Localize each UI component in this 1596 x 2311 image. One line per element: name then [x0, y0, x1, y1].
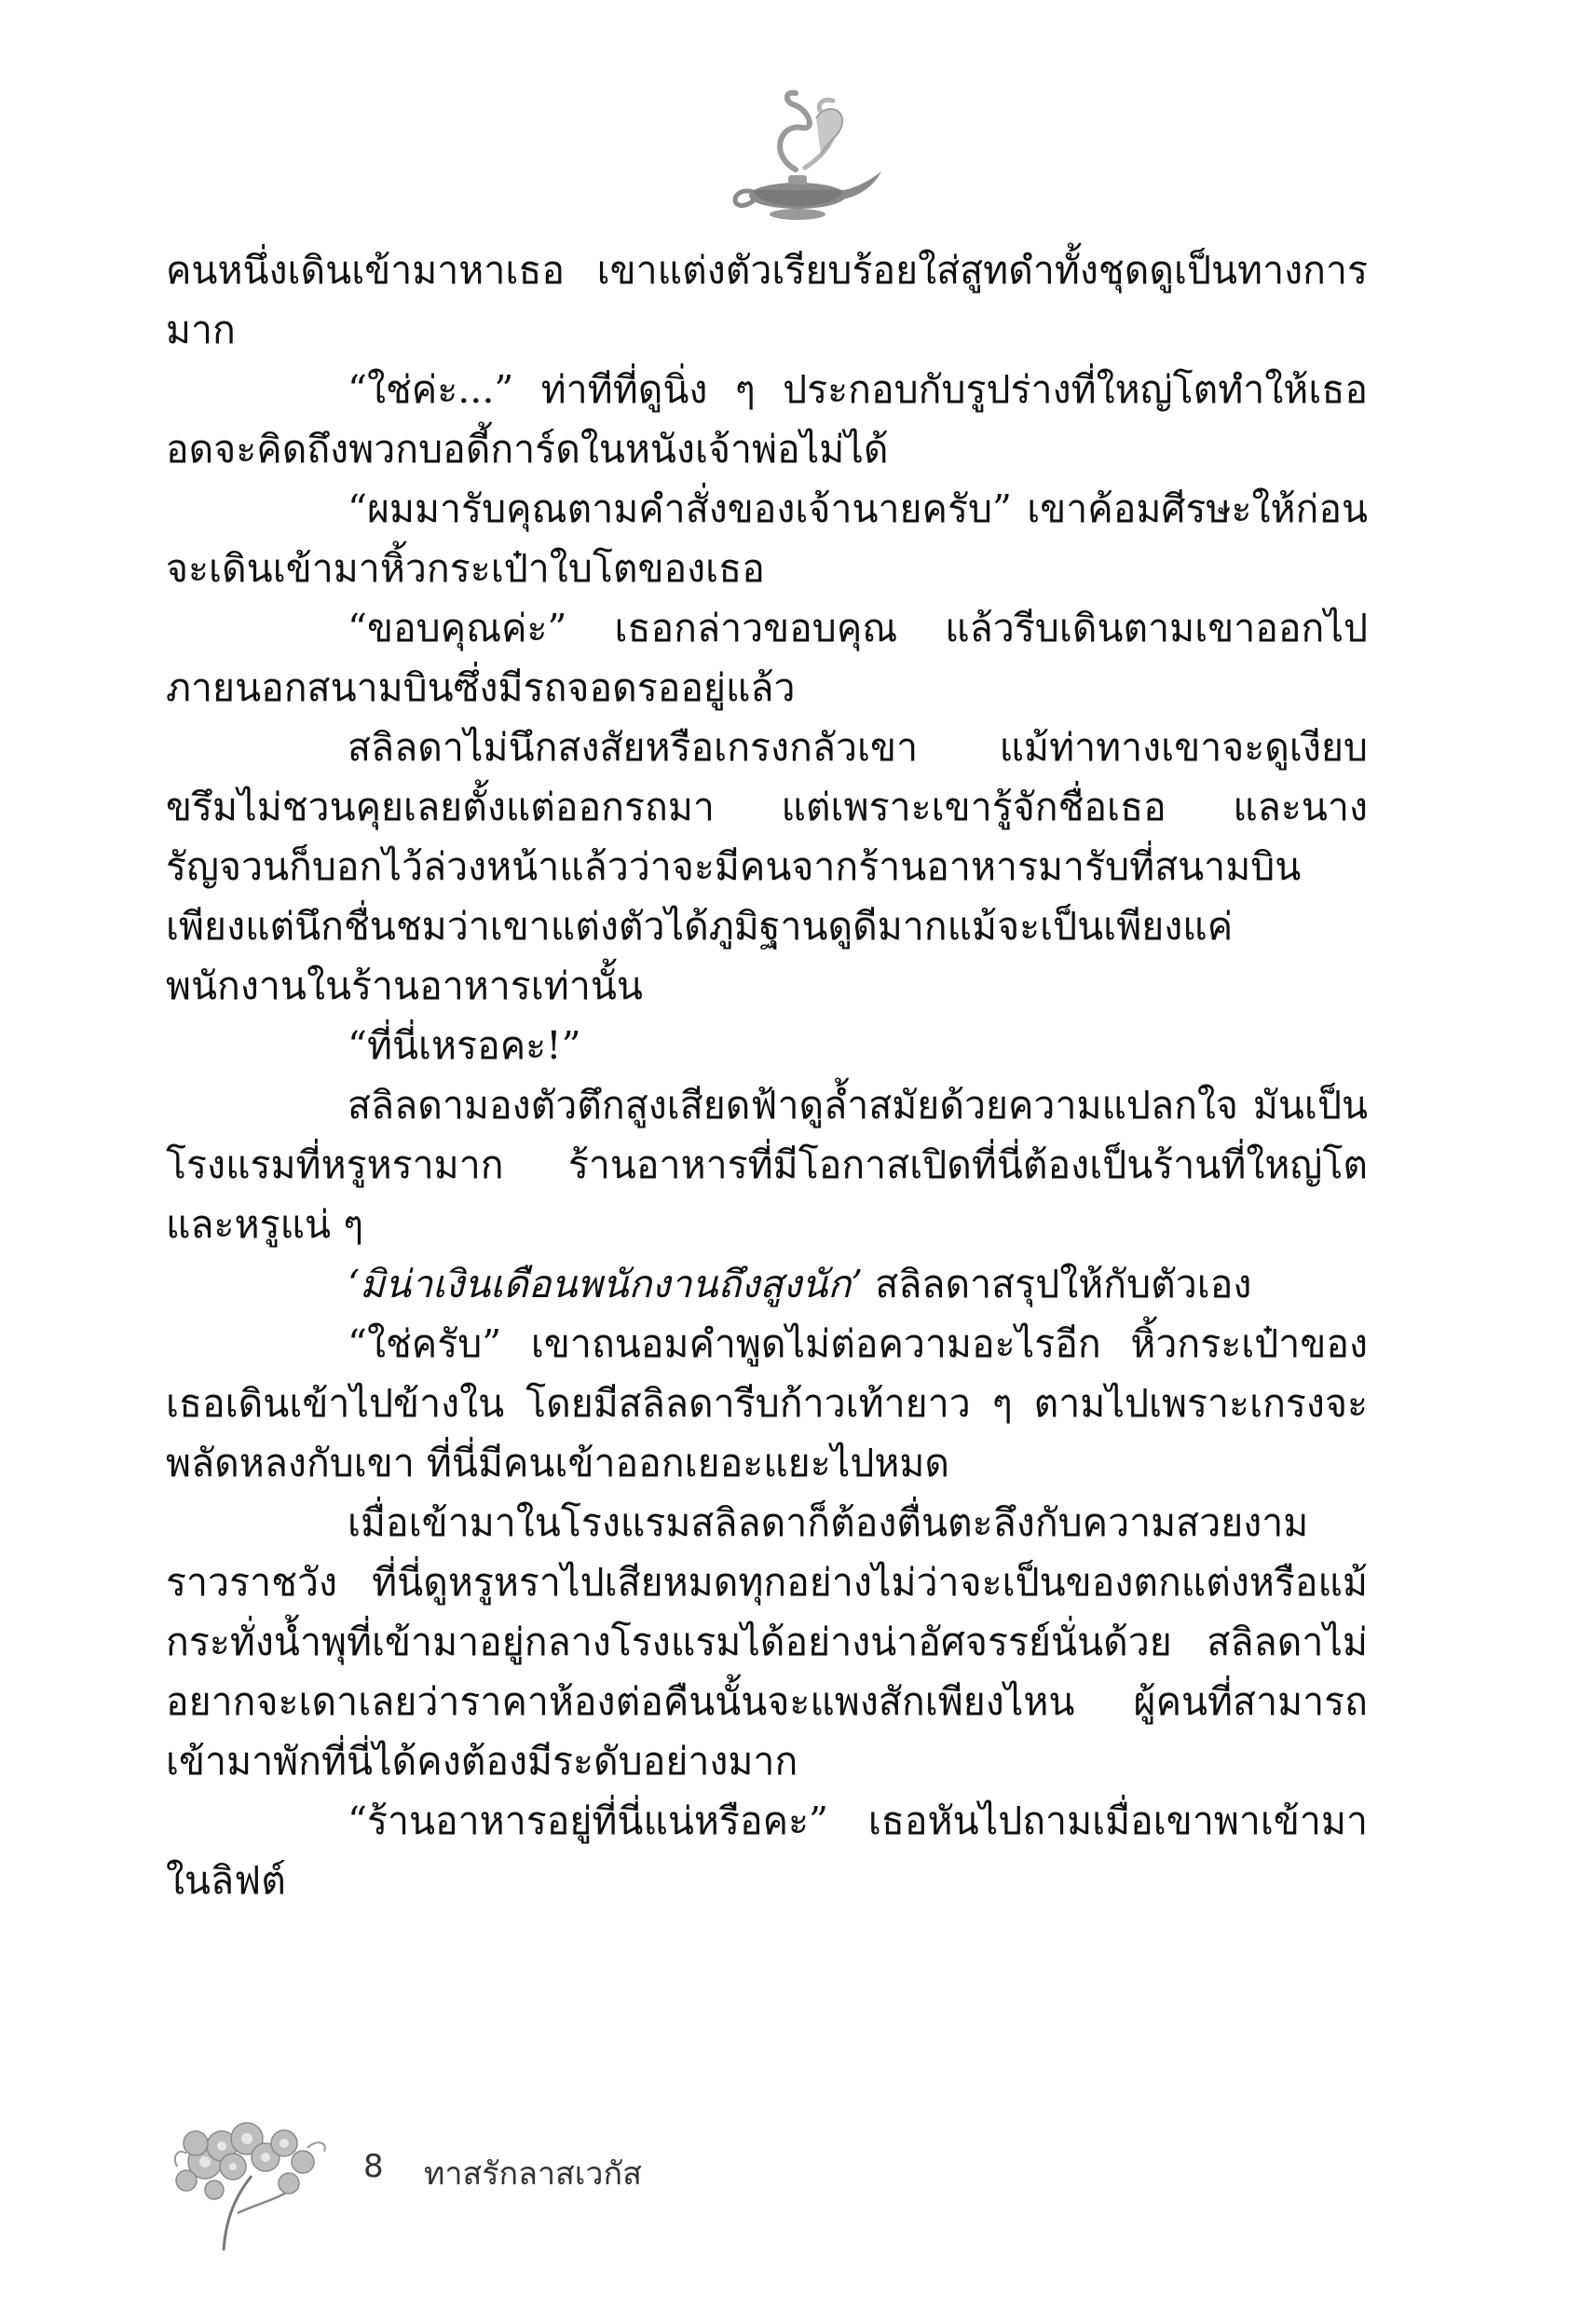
- body-text: [166, 240, 1368, 1910]
- paragraph: “ขอบคุณค่ะ” เธอกล่าวขอบคุณ แล้วรีบเดินตามเขาออกไปภายนอกสนามบินซึ่งมีรถจอดรออยู่แล้ว: [166, 606, 1368, 710]
- flower-ornament: [168, 2111, 335, 2260]
- book-title: ทาสรักลาสเวกัส: [424, 2155, 642, 2193]
- magic-lamp-ornament: [704, 86, 891, 235]
- paragraph: “ร้านอาหารอยู่ที่นี่แน่หรือคะ” เธอหันไปถามเมื่อเขาพาเข้ามาในลิฟต์: [166, 1798, 1368, 1903]
- paragraph: คนหนึ่งเดินเข้ามาหาเธอ เขาแต่งตัวเรียบร้อยใส่สูทดำทั้งชุดดูเป็นทางการมาก: [166, 248, 1368, 352]
- inner-thought: ‘มิน่าเงินเดือนพนักงานถึงสูงนัก’: [348, 1262, 864, 1306]
- paragraph: “ใช่ครับ” เขาถนอมคำพูดไม่ต่อความอะไรอีก หิ้วกระเป๋าของเธอเดินเข้าไปข้างใน โดยมีสลิลดารีบก้าวเท้ายาว ๆ ตามไปเพราะเกรงจะพลัดหลงกับเขา ที่นี่มีคนเข้าออกเยอะแยะไปหมด: [166, 1321, 1368, 1485]
- paragraph: “ที่นี่เหรอคะ!”: [348, 1023, 581, 1068]
- paragraph: เมื่อเข้ามาในโรงแรมสลิลดาก็ต้องตื่นตะลึงกับความสวยงามราวราชวัง ที่นี่ดูหรูหราไปเสียหมดทุกอย่างไม่ว่าจะเป็นของตกแต่งหรือแม้กระทั่งน้ำพุที่เข้ามาอยู่กลางโรงแรมได้อย่างน่าอัศจรรย์นั่นด้วย สลิลดาไม่อยากจะเดาเลยว่าราคาห้องต่อคืนนั้นจะแพงสักเพียงไหน ผู้คนที่สามารถเข้ามาพักที่นี่ได้คงต้องมีระดับอย่างมาก: [166, 1500, 1368, 1784]
- paragraph: สลิลดามองตัวตึกสูงเสียดฟ้าดูล้ำสมัยด้วยความแปลกใจ มันเป็นโรงแรมที่หรูหรามาก ร้านอาหารที่มีโอกาสเปิดที่นี่ต้องเป็นร้านที่ใหญ่โตและหรูแน่ ๆ: [166, 1083, 1368, 1247]
- paragraph: “ผมมารับคุณตามคำสั่งของเจ้านายครับ” เขาค้อมศีรษะให้ก่อนจะเดินเข้ามาหิ้วกระเป๋าใบโตของเธอ: [166, 486, 1368, 591]
- paragraph: สลิลดาไม่นึกสงสัยหรือเกรงกลัวเขา แม้ท่าทางเขาจะดูเงียบขรึมไม่ชวนคุยเลยตั้งแต่ออกรถมา แต่เพราะเขารู้จักชื่อเธอ และนางรัญจวนก็บอกไว้ล่วงหน้าแล้วว่าจะมีคนจากร้านอาหารมารับที่สนามบิน เพียงแต่นึกชื่นชมว่าเขาแต่งตัวได้ภูมิฐานดูดีมากแม้จะเป็นเพียงแค่พนักงานในร้านอาหารเท่านั้น: [166, 725, 1368, 1008]
- page-footer: [168, 2111, 913, 2260]
- page-number: 8: [363, 2148, 384, 2185]
- paragraph-text: สลิลดาสรุปให้กับตัวเอง: [863, 1262, 1252, 1306]
- paragraph: “ใช่ค่ะ...” ท่าทีที่ดูนิ่ง ๆ ประกอบกับรูปร่างที่ใหญ่โตทำให้เธออดจะคิดถึงพวกบอดี้การ์ดในหนังเจ้าพ่อไม่ได้: [166, 367, 1368, 472]
- paragraph: [166, 1254, 1368, 1314]
